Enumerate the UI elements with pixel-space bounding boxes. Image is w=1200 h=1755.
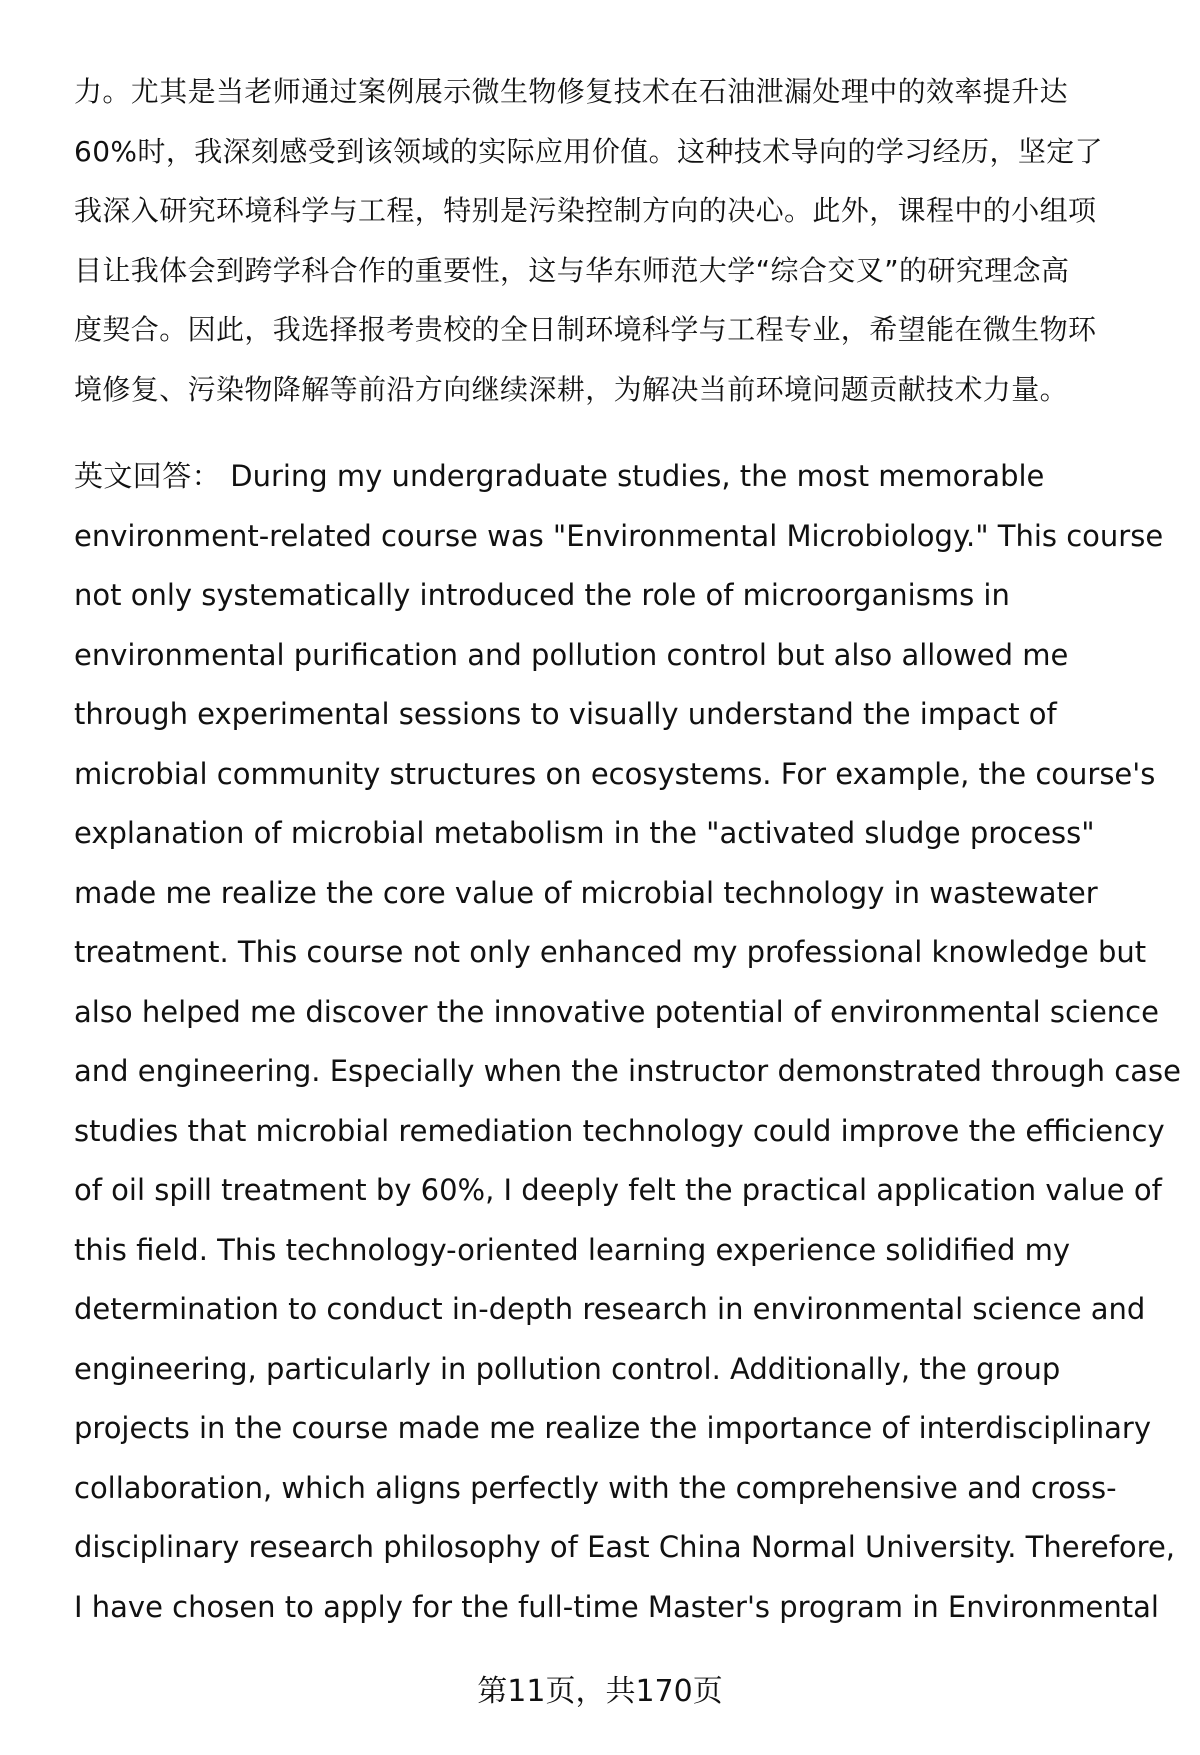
text-line: this field. This technology-oriented learning experience solidified my — [74, 1232, 1070, 1267]
text-line: determination to conduct in-depth research in environmental science and — [74, 1292, 1146, 1326]
text-line: environment-related course was "Environmental Microbiology." This course — [74, 518, 1164, 553]
text-line: disciplinary research philosophy of East China Normal University. Therefore, — [74, 1530, 1176, 1564]
text-line — [74, 447, 1154, 507]
text-line: through experimental sessions to visually understand the impact of — [74, 697, 1057, 731]
text-line: 目让我体会到跨学科合作的重要性，这与华东师范大学“综合交叉”的研究理念高 — [74, 253, 1070, 287]
english-answer-paragraph — [74, 447, 1181, 1637]
text-line: collaboration, which aligns perfectly with the comprehensive and cross- — [74, 1470, 1117, 1505]
text-line: 度契合。因此，我选择报考贵校的全日制环境科学与工程专业，希望能在微生物环 — [74, 313, 1097, 346]
text-line: microbial community structures on ecosystems. For example, the course's — [74, 756, 1156, 791]
text-line: I have chosen to apply for the full-time Master's program in Environmental — [74, 1589, 1159, 1624]
text-line: made me realize the core value of microbial technology in wastewater — [74, 875, 1098, 910]
text-line: studies that microbial remediation technology could improve the efficiency — [74, 1113, 1165, 1148]
text-line: explanation of microbial metabolism in the "activated sludge process" — [74, 816, 1095, 850]
text-line: 境修复、污染物降解等前沿方向继续深耕，为解决当前环境问题贡献技术力量。 — [74, 372, 1069, 406]
text-line: not only systematically introduced the role of microorganisms in — [74, 578, 1010, 612]
text-line: projects in the course made me realize the importance of interdisciplinary — [74, 1411, 1151, 1445]
text-line: 我深入研究环境科学与工程，特别是污染控制方向的决心。此外，课程中的小组项 — [74, 194, 1097, 227]
text-line: also helped me discover the innovative potential of environmental science — [74, 994, 1159, 1029]
english-answer-label: 英文回答： — [74, 459, 222, 493]
chinese-answer-paragraph — [74, 62, 1154, 419]
text-line: engineering, particularly in pollution control. Additionally, the group — [74, 1351, 1061, 1386]
page-number: 第11页，共170页 — [477, 1674, 723, 1709]
english-answer-first-line: During my undergraduate studies, the most memorable — [221, 459, 1045, 493]
text-line: treatment. This course not only enhanced my professional knowledge but — [74, 935, 1147, 969]
text-line: of oil spill treatment by 60%, I deeply felt the practical application value of — [74, 1173, 1162, 1207]
text-line: and engineering. Especially when the instructor demonstrated through case — [74, 1054, 1181, 1088]
text-line: 60%时，我深刻感受到该领域的实际应用价值。这种技术导向的学习经历，坚定了 — [74, 134, 1104, 168]
text-line: environmental purification and pollution control but also allowed me — [74, 637, 1069, 672]
text-line: 力。尤其是当老师通过案例展示微生物修复技术在石油泄漏处理中的效率提升达 — [74, 75, 1069, 108]
